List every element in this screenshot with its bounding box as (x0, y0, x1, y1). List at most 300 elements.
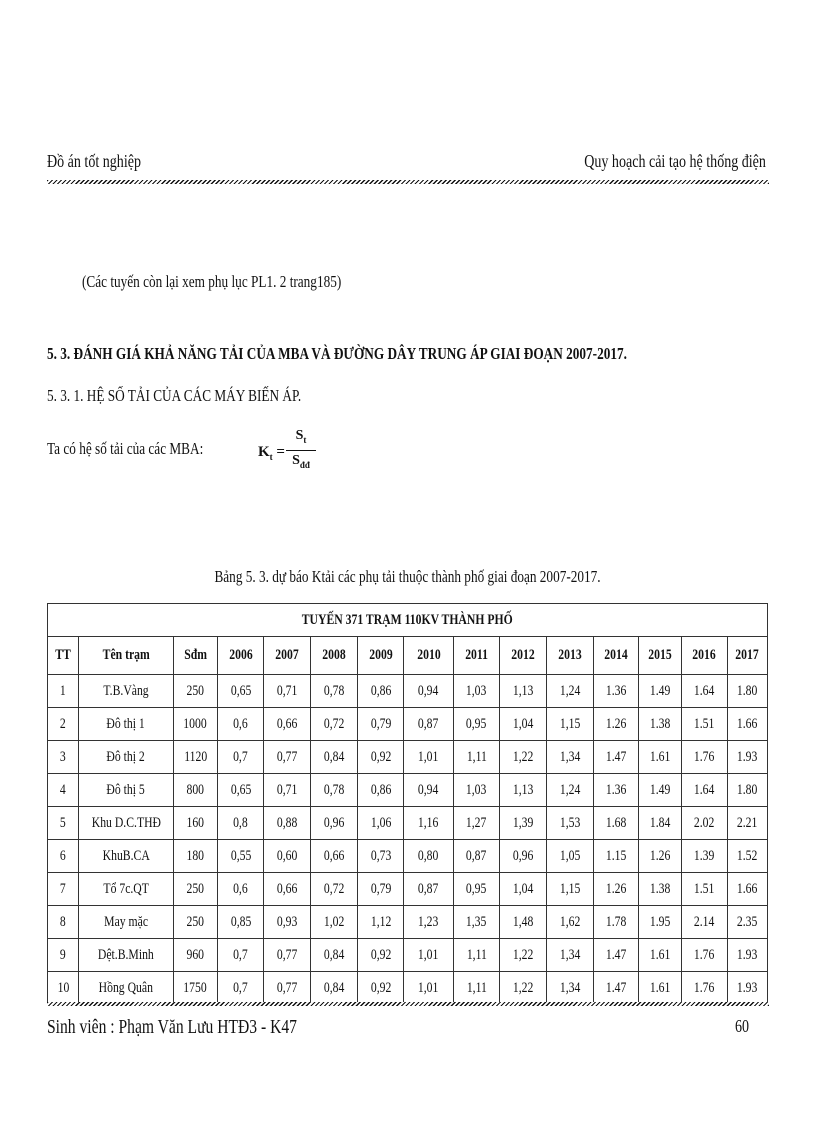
table-cell-value: 0,71 (276, 781, 298, 798)
table-cell (453, 675, 499, 708)
table-cell-value: KhuB.CA (102, 847, 150, 864)
formula-lhs-symbol: K (258, 444, 270, 460)
table-cell-value: 1,24 (559, 682, 581, 699)
column-header-label: 2010 (416, 647, 441, 663)
table-cell (264, 906, 310, 939)
column-header (48, 637, 79, 675)
table-title (48, 604, 768, 637)
table-cell-value: 1.61 (649, 748, 671, 765)
table-cell (218, 675, 264, 708)
table-cell (79, 906, 174, 939)
table-cell-value: Đô thị 2 (106, 748, 146, 765)
column-header-label: 2006 (229, 647, 253, 663)
subsection-title-text: 5. 3. 1. HỆ SỐ TẢI CỦA CÁC MÁY BIẾN ÁP. (47, 386, 302, 405)
table-cell (453, 807, 499, 840)
column-header-label: 2014 (604, 647, 628, 663)
table-cell-value: 0,77 (276, 946, 298, 963)
table-cell-value: 1.68 (605, 814, 627, 831)
section-title (47, 344, 790, 364)
table-cell-value: 0,86 (370, 682, 391, 699)
table-cell (453, 939, 499, 972)
table-cell-value: 1.76 (694, 748, 715, 765)
table-cell-value: 1,22 (512, 748, 534, 765)
table-cell (682, 873, 727, 906)
table-cell-value: 1.38 (649, 880, 671, 897)
table-cell-value: 0,65 (230, 682, 252, 699)
table-cell (173, 972, 217, 1005)
column-header (500, 637, 547, 675)
table-cell-value: 1.95 (649, 913, 671, 930)
table-cell-value: 1,13 (512, 682, 534, 699)
table-cell (48, 675, 79, 708)
table-caption (0, 567, 816, 587)
table-cell (173, 840, 217, 873)
column-header (264, 637, 310, 675)
table-cell-value: 1.84 (649, 814, 671, 831)
table-title-text: TUYẾN 371 TRẠM 110KV THÀNH PHỐ (302, 611, 513, 628)
table-cell (638, 840, 681, 873)
table-cell-value: 1.76 (694, 979, 715, 996)
table-row (48, 939, 768, 972)
table-cell (547, 675, 593, 708)
table-cell-value: 0,92 (370, 979, 391, 996)
table-cell-value: 0,7 (233, 979, 249, 996)
table-cell (218, 906, 264, 939)
table-cell (682, 741, 727, 774)
table-cell-value: Đô thị 5 (106, 781, 146, 798)
table-cell (404, 807, 453, 840)
table-cell-value: 1,34 (559, 946, 581, 963)
table-cell (310, 840, 357, 873)
table-cell-value: 1,53 (559, 814, 581, 831)
table-cell (547, 708, 593, 741)
table-cell-value: Khu D.C.THĐ (91, 814, 161, 831)
table-cell (547, 807, 593, 840)
table-cell (173, 741, 217, 774)
table-cell (264, 675, 310, 708)
table-cell-value: 7 (60, 880, 67, 897)
table-cell-value: 0,95 (466, 880, 487, 897)
column-header-label: Tên trạm (102, 647, 150, 663)
table-cell (593, 741, 638, 774)
table-cell (638, 906, 681, 939)
table-cell-value: May mặc (104, 913, 148, 930)
table-cell (727, 873, 767, 906)
table-cell (727, 939, 767, 972)
table-cell-value: 1,13 (512, 781, 534, 798)
table-cell-value: 1120 (184, 748, 207, 765)
table-cell-value: 1,05 (559, 847, 581, 864)
column-header (358, 637, 404, 675)
table-cell (593, 675, 638, 708)
table-cell (404, 972, 453, 1005)
table-cell (173, 708, 217, 741)
formula-numerator-symbol: S (295, 428, 304, 443)
column-header (727, 637, 767, 675)
table-cell (218, 807, 264, 840)
footer-student-text: Sinh viên : Phạm Văn Lưu HTĐ3 - K47 (47, 1016, 297, 1038)
table-cell (79, 774, 174, 807)
table-cell (727, 807, 767, 840)
table-cell-value: 0,6 (233, 880, 249, 897)
table-cell (453, 906, 499, 939)
table-cell (310, 741, 357, 774)
table-cell (264, 741, 310, 774)
table-cell (727, 906, 767, 939)
table-cell (727, 741, 767, 774)
table-cell-value: 1.26 (605, 880, 627, 897)
table-cell-value: 1.64 (694, 781, 715, 798)
table-cell-value: 1,22 (512, 946, 534, 963)
table-cell (173, 939, 217, 972)
table-cell (404, 939, 453, 972)
column-header-label: 2016 (692, 647, 717, 663)
table-cell (218, 741, 264, 774)
table-cell (404, 741, 453, 774)
table-cell-value: 1.26 (649, 847, 671, 864)
table-cell-value: 0,72 (323, 880, 345, 897)
table-cell-value: 250 (186, 682, 205, 699)
table-cell (48, 972, 79, 1005)
table-cell (264, 708, 310, 741)
table-cell (218, 708, 264, 741)
table-cell (358, 774, 404, 807)
table-cell-value: 0,92 (370, 748, 391, 765)
note-text (82, 272, 414, 292)
table-cell (79, 741, 174, 774)
table-cell (638, 873, 681, 906)
page-number-text: 60 (734, 1016, 749, 1036)
table-cell (727, 840, 767, 873)
column-header-label: 2015 (648, 647, 672, 663)
table-cell-value: 8 (60, 913, 67, 930)
column-header (593, 637, 638, 675)
table-cell (500, 972, 547, 1005)
table-cell (264, 807, 310, 840)
table-cell (682, 807, 727, 840)
column-header-label: 2008 (322, 647, 346, 663)
table-cell-value: 160 (186, 814, 205, 831)
table-cell (500, 675, 547, 708)
table-cell-value: 0,94 (418, 682, 439, 699)
table-cell-value: 1.52 (737, 847, 758, 864)
table-row (48, 873, 768, 906)
formula-fraction-bar (286, 450, 316, 451)
table-cell-value: 1,11 (466, 748, 487, 765)
table-cell-value: 1750 (183, 979, 208, 996)
formula-denominator-symbol: S (292, 453, 300, 468)
formula-numerator-subscript: t (303, 434, 307, 445)
table-cell-value: 1.78 (605, 913, 627, 930)
table-cell-value: 0,77 (276, 979, 298, 996)
column-header (310, 637, 357, 675)
column-header-label: 2007 (275, 647, 299, 663)
table-cell-value: 3 (60, 748, 67, 765)
section-title-text: 5. 3. ĐÁNH GIÁ KHẢ NĂNG TẢI CỦA MBA VÀ ĐƯỜNG DÂY TRUNG ÁP GIAI ĐOẠN 2007-2017. (47, 344, 627, 363)
table-cell (593, 807, 638, 840)
table-cell-value: 250 (186, 913, 205, 930)
table-cell-value: 0,88 (276, 814, 298, 831)
table-cell-value: 2 (60, 715, 67, 732)
table-cell-value: 2.35 (737, 913, 758, 930)
table-cell-value: 0,80 (418, 847, 439, 864)
table-cell-value: 1.61 (649, 979, 671, 996)
table-cell-value: 0,71 (276, 682, 298, 699)
table-cell (638, 807, 681, 840)
column-header-label: 2012 (511, 647, 535, 663)
table-cell (404, 906, 453, 939)
table-cell (310, 774, 357, 807)
table-cell-value: 1,35 (466, 913, 487, 930)
table-cell (727, 675, 767, 708)
table-cell (358, 741, 404, 774)
table-cell-value: 1.26 (605, 715, 627, 732)
table-cell-value: 9 (60, 946, 67, 963)
table-cell (500, 774, 547, 807)
table-cell (547, 840, 593, 873)
table-row (48, 708, 768, 741)
table-cell (218, 972, 264, 1005)
table-cell-value: 0,79 (370, 715, 391, 732)
table-cell-value: 1 (60, 682, 67, 699)
header-right-text: Quy hoạch cải tạo hệ thống điện (584, 151, 766, 171)
table-cell (358, 840, 404, 873)
table-cell (79, 840, 174, 873)
table-cell-value: 1.47 (605, 979, 627, 996)
table-cell-value: 1.49 (649, 781, 671, 798)
table-cell (358, 939, 404, 972)
table-cell (358, 906, 404, 939)
table-cell (638, 675, 681, 708)
table-cell (173, 873, 217, 906)
column-header-label: 2017 (735, 647, 759, 663)
table-cell (453, 873, 499, 906)
table-cell (453, 741, 499, 774)
formula-numerator (284, 428, 318, 450)
table-cell-value: 1.47 (605, 748, 627, 765)
table-cell-value: 2.21 (737, 814, 758, 831)
column-header (218, 637, 264, 675)
table-cell-value: 1.93 (737, 748, 758, 765)
table-cell-value: 1.80 (737, 682, 758, 699)
table-cell-value: Tổ 7c.QT (103, 880, 149, 897)
table-cell (264, 840, 310, 873)
table-cell-value: 0,79 (370, 880, 391, 897)
table-cell-value: 1,23 (418, 913, 439, 930)
header-left-title (47, 151, 167, 172)
table-cell (593, 972, 638, 1005)
table-cell-value: 1.93 (737, 979, 758, 996)
table-cell (48, 873, 79, 906)
table-cell (79, 972, 174, 1005)
table-cell-value: 1.51 (694, 715, 715, 732)
table-cell (547, 939, 593, 972)
table-cell-value: Dệt.B.Minh (98, 946, 154, 963)
table-cell (48, 774, 79, 807)
table-cell-value: 0,85 (230, 913, 252, 930)
table-cell (358, 972, 404, 1005)
table-cell (500, 906, 547, 939)
column-header (173, 637, 217, 675)
table-body (48, 675, 768, 1005)
table-cell-value: 1,22 (512, 979, 534, 996)
header-right-title (533, 151, 766, 172)
table-cell (264, 972, 310, 1005)
table-cell-value: 1,03 (466, 781, 487, 798)
table-cell (593, 708, 638, 741)
table-cell-value: 0,55 (230, 847, 252, 864)
table-cell-value: 1.49 (649, 682, 671, 699)
table-cell-value: 0,66 (276, 880, 298, 897)
table-cell (404, 774, 453, 807)
table-cell-value: 1,03 (466, 682, 487, 699)
formula-lhs-subscript: t (269, 452, 273, 462)
table-cell (500, 939, 547, 972)
table-cell-value: 1,11 (466, 979, 487, 996)
table-cell-value: 960 (186, 946, 205, 963)
table-cell-value: 1.64 (694, 682, 715, 699)
table-cell (453, 972, 499, 1005)
table-row (48, 906, 768, 939)
table-cell-value: 0,78 (323, 781, 345, 798)
table-cell-value: 0,95 (466, 715, 487, 732)
page-number (731, 1016, 749, 1037)
table-cell-value: 1.66 (737, 880, 758, 897)
formula-denominator (284, 453, 318, 470)
column-header-label: Sđm (184, 647, 207, 663)
table-cell-value: 1,15 (559, 715, 581, 732)
formula-denominator-subscript: đđ (299, 459, 310, 470)
table-cell-value: 0,7 (233, 946, 249, 963)
table-cell-value: 0,77 (276, 748, 298, 765)
column-header-label: 2009 (369, 647, 393, 663)
table-cell (453, 840, 499, 873)
table-cell (173, 774, 217, 807)
table-cell-value: 1,34 (559, 748, 581, 765)
table-cell-value: 0,84 (323, 979, 345, 996)
table-cell-value: 1,11 (466, 946, 487, 963)
table-cell (79, 873, 174, 906)
table-cell-value: 1.76 (694, 946, 715, 963)
table-cell (500, 840, 547, 873)
table-cell-value: 0,60 (276, 847, 298, 864)
formula-lhs (258, 444, 285, 462)
formula-fraction (284, 428, 318, 470)
table-cell-value: 1000 (183, 715, 208, 732)
table-cell-value: 1.93 (737, 946, 758, 963)
table-cell-value: 4 (60, 781, 67, 798)
table-row (48, 840, 768, 873)
table-cell-value: 1,27 (466, 814, 487, 831)
table-cell-value: 180 (186, 847, 205, 864)
table-cell-value: 0,87 (418, 880, 439, 897)
table-cell-value: 0,92 (370, 946, 391, 963)
table-cell (638, 939, 681, 972)
table-cell (682, 840, 727, 873)
table-cell-value: 0,8 (233, 814, 249, 831)
table-cell-value: 1,06 (370, 814, 391, 831)
table-cell (358, 873, 404, 906)
column-header (79, 637, 174, 675)
table-cell-value: Đô thị 1 (106, 715, 146, 732)
table-cell (173, 807, 217, 840)
column-header (682, 637, 727, 675)
column-header-label: 2011 (464, 647, 488, 663)
header-left-text: Đồ án tốt nghiệp (47, 151, 141, 171)
table-cell-value: 0,66 (276, 715, 298, 732)
table-cell (727, 708, 767, 741)
table-cell (48, 840, 79, 873)
table-cell (310, 675, 357, 708)
table-cell-value: 1,04 (512, 715, 534, 732)
table-cell (727, 972, 767, 1005)
table-cell-value: 1.51 (694, 880, 715, 897)
table-cell-value: 1.38 (649, 715, 671, 732)
table-cell (638, 972, 681, 1005)
table-cell-value: 0,7 (233, 748, 249, 765)
table-cell (682, 972, 727, 1005)
table-cell (682, 708, 727, 741)
table-cell (48, 939, 79, 972)
column-header (453, 637, 499, 675)
table-cell (310, 873, 357, 906)
table-cell (500, 807, 547, 840)
table-cell-value: 0,84 (323, 946, 345, 963)
column-header (638, 637, 681, 675)
table-cell (500, 708, 547, 741)
table-cell-value: 1.15 (605, 847, 627, 864)
table-cell-value: 1,48 (512, 913, 534, 930)
table-cell (173, 675, 217, 708)
table-cell-value: 0,86 (370, 781, 391, 798)
table-cell-value: 1,34 (559, 979, 581, 996)
table-cell (358, 708, 404, 741)
table-cell (547, 906, 593, 939)
table-cell-value: 1,39 (512, 814, 534, 831)
table-cell (682, 774, 727, 807)
table-cell-value: 10 (57, 979, 69, 996)
table-cell (547, 873, 593, 906)
table-cell-value: 0,93 (276, 913, 298, 930)
table-cell-value: 0,96 (512, 847, 534, 864)
column-header-label: TT (55, 647, 71, 663)
table-row (48, 741, 768, 774)
column-header (547, 637, 593, 675)
footer-divider (47, 1002, 769, 1006)
table-cell (638, 708, 681, 741)
table-row (48, 972, 768, 1005)
table-cell (358, 807, 404, 840)
table-cell (264, 774, 310, 807)
table-cell-value: 0,6 (233, 715, 249, 732)
table-cell (453, 708, 499, 741)
table-cell (593, 906, 638, 939)
table-cell (404, 873, 453, 906)
table-cell (310, 906, 357, 939)
table-cell-value: 0,73 (370, 847, 391, 864)
table-cell (500, 873, 547, 906)
table-cell (310, 807, 357, 840)
table-row (48, 807, 768, 840)
table-cell-value: 1,01 (418, 946, 439, 963)
table-cell-value: 1,04 (512, 880, 534, 897)
subsection-title (47, 386, 373, 406)
table-cell (593, 840, 638, 873)
table-cell-value: 1,01 (418, 748, 439, 765)
table-cell (638, 741, 681, 774)
table-cell-value: 1.36 (605, 682, 627, 699)
table-cell-value: 2.14 (694, 913, 715, 930)
